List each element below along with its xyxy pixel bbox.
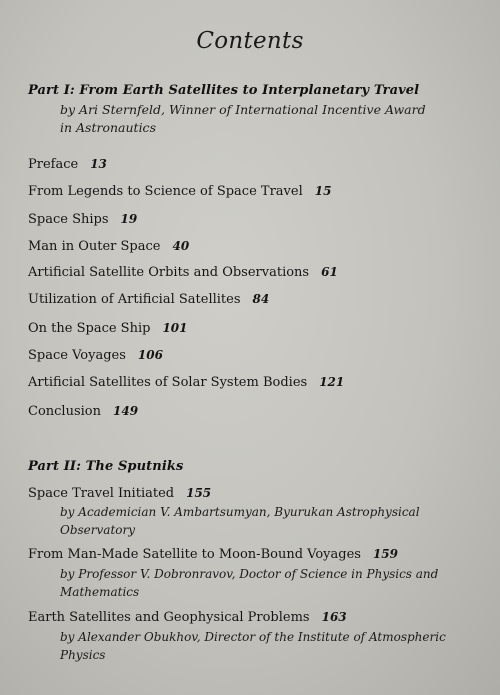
- toc-entry-byline-line: by Academician V. Ambartsumyan, Byurukan Astrophysical: [60, 505, 420, 519]
- toc-entry-page: 101: [162, 321, 188, 335]
- toc-entry-page: 40: [172, 239, 190, 253]
- toc-entry-title: Space Travel Initiated: [28, 486, 175, 501]
- toc-entry-title: Conclusion: [28, 404, 101, 419]
- toc-entry: [28, 321, 188, 336]
- toc-entry: [28, 239, 189, 254]
- toc-entry-page: 84: [252, 292, 270, 306]
- toc-entry-byline: [60, 565, 480, 601]
- toc-entry-page: 13: [90, 157, 107, 171]
- page-title: Contents: [196, 28, 304, 54]
- toc-entry-page: 61: [321, 265, 338, 279]
- toc-entry-byline-line: by Alexander Obukhov, Director of the Institute of Atmospheric: [60, 630, 446, 644]
- toc-entry-title: Earth Satellites and Geophysical Problems: [28, 610, 310, 625]
- toc-entry-byline-line: Physics: [60, 648, 106, 662]
- part-1-byline-line-1: by Ari Sternfeld, Winner of International Incentive Award: [60, 102, 426, 117]
- toc-entry-byline-line: Observatory: [60, 523, 136, 537]
- toc-entry: [28, 404, 138, 419]
- toc-entry-title: Space Voyages: [28, 348, 126, 363]
- toc-entry: [28, 610, 347, 625]
- toc-entry-page: 121: [319, 375, 345, 389]
- toc-entry-title: From Legends to Science of Space Travel: [28, 184, 303, 199]
- toc-entry-title: Utilization of Artificial Satellites: [28, 292, 241, 307]
- toc-entry: [28, 486, 211, 501]
- toc-entry: [28, 375, 344, 390]
- toc-entry-byline-line: Mathematics: [60, 585, 140, 599]
- toc-entry-title: Preface: [28, 157, 79, 172]
- toc-entry: [28, 348, 163, 363]
- toc-entry-page: 19: [120, 212, 138, 226]
- toc-entry-page: 106: [137, 348, 163, 362]
- toc-entry-page: 163: [321, 610, 347, 624]
- toc-entry: [28, 265, 338, 280]
- part-2-heading: Part II: The Sputniks: [28, 459, 184, 474]
- toc-entry-page: 15: [314, 184, 332, 198]
- toc-entry: [28, 292, 269, 307]
- toc-entry: [28, 157, 107, 172]
- toc-entry-page: 155: [186, 486, 212, 500]
- toc-entry-title: Artificial Satellites of Solar System Bodies: [28, 375, 308, 390]
- toc-entry-page: 159: [372, 547, 399, 561]
- toc-entry: [28, 184, 331, 199]
- toc-entry: [28, 212, 137, 227]
- part-1-heading: Part I: From Earth Satellites to Interplanetary Travel: [28, 83, 420, 98]
- toc-entry-byline-line: by Professor V. Dobronravov, Doctor of Science in Physics and: [60, 567, 439, 581]
- toc-entry: [28, 547, 398, 562]
- part-1-byline: [60, 101, 480, 137]
- toc-entry-title: From Man-Made Satellite to Moon-Bound Voyages: [28, 547, 361, 562]
- toc-entry-byline: [60, 503, 480, 539]
- toc-entry-title: Man in Outer Space: [28, 239, 161, 254]
- toc-entry-title: Space Ships: [28, 212, 109, 227]
- toc-entry-title: On the Space Ship: [28, 321, 151, 336]
- part-1-byline-line-2: in Astronautics: [60, 120, 156, 135]
- toc-entry-byline: [60, 628, 480, 664]
- toc-entry-page: 149: [113, 404, 139, 418]
- toc-entry-title: Artificial Satellite Orbits and Observations: [28, 265, 310, 280]
